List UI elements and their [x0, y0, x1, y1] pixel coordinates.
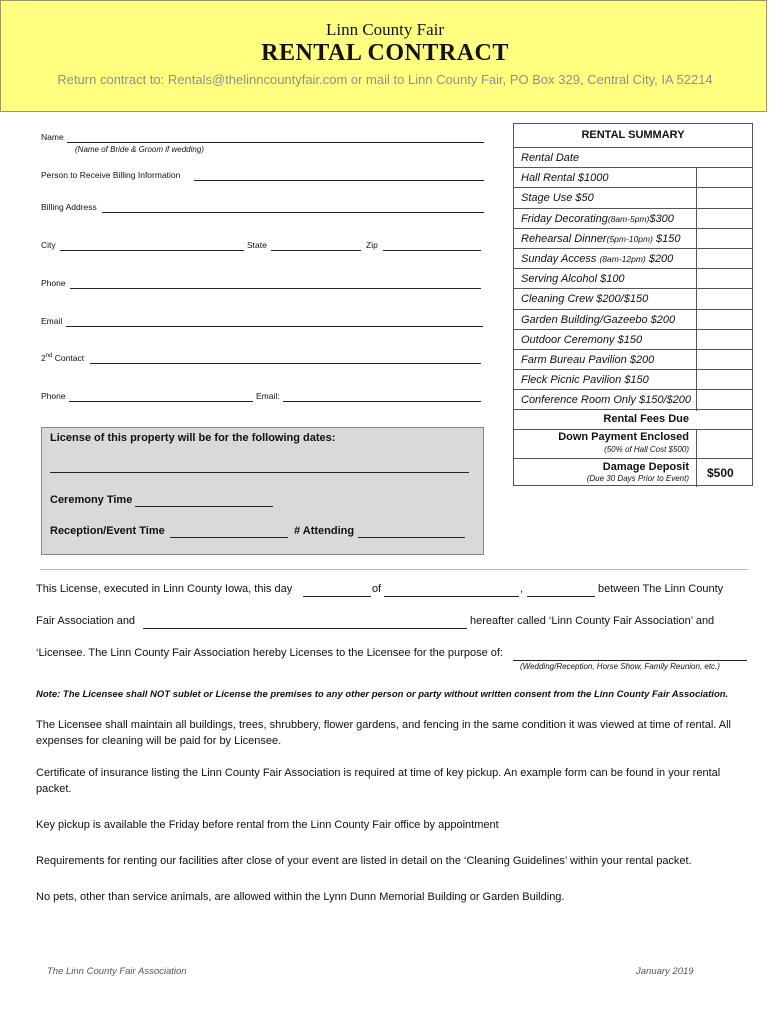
summary-amount-cell[interactable] [696, 310, 752, 330]
fees-due-label: Rental Fees Due [603, 413, 689, 425]
rental-summary-table [513, 123, 753, 486]
damage-deposit-row [514, 458, 752, 486]
summary-item-label: Rental Date [521, 152, 580, 164]
email-field[interactable] [66, 326, 483, 327]
summary-row [514, 309, 752, 329]
ceremony-time-field[interactable] [135, 506, 273, 507]
billing-address-label: Billing Address [41, 202, 97, 212]
contract-line1-b: between The Linn County [598, 583, 724, 595]
summary-amount-cell[interactable] [696, 269, 752, 289]
damage-deposit-label: Damage Deposit [602, 461, 689, 473]
summary-row [514, 389, 752, 409]
summary-amount-cell[interactable] [696, 330, 752, 350]
attending-label: # Attending [294, 525, 355, 537]
name-field[interactable] [67, 142, 484, 143]
footer-organization: The Linn County Fair Association [47, 966, 187, 977]
summary-item-label: Cleaning Crew $200/$150 [521, 293, 649, 306]
summary-row [514, 248, 752, 268]
summary-row [514, 369, 752, 389]
summary-row [514, 187, 752, 207]
summary-amount-cell[interactable] [696, 370, 752, 390]
key-pickup-paragraph: Key pickup is available the Friday before rental from the Linn County Fair office by appointment [36, 819, 499, 831]
summary-item-label: Hall Rental $1000 [521, 172, 609, 185]
city-label: City [41, 240, 56, 250]
summary-item-label: Garden Building/Gazeebo $200 [521, 313, 676, 326]
organization-name: Linn County Fair [325, 20, 445, 39]
sublet-note: Note: The Licensee shall NOT sublet or License the premises to any other person or party without written consent from the Linn County Fair Association. [36, 689, 729, 700]
purpose-field[interactable] [513, 660, 747, 661]
phone2-label: Phone [41, 391, 66, 401]
contract-month-field[interactable] [384, 596, 519, 597]
down-payment-amount-cell[interactable] [696, 430, 752, 459]
phone-field[interactable] [70, 288, 481, 289]
rental-summary-title: RENTAL SUMMARY [581, 129, 685, 141]
summary-item-label: Farm Bureau Pavilion $200 [521, 354, 655, 366]
summary-item-label: Friday Decorating(8am-5pm)$300 [521, 212, 674, 225]
summary-row [514, 228, 752, 248]
damage-deposit-amount-cell [696, 459, 752, 487]
second-contact-field[interactable] [90, 363, 481, 364]
contract-line2-a: Fair Association and [36, 615, 136, 627]
summary-row [514, 329, 752, 349]
pets-paragraph: No pets, other than service animals, are allowed within the Lynn Dunn Memorial Building or Garden Building. [36, 891, 565, 903]
contract-line3: ‘Licensee. The Linn County Fair Association hereby Licenses to the Licensee for the purpose of: [36, 647, 503, 659]
cleaning-requirements-paragraph: Requirements for renting our facilities after close of your event are listed in detail on the ‘Cleaning Guidelines’ within your rental packet. [36, 855, 692, 867]
summary-amount-cell[interactable] [696, 350, 752, 370]
contract-line1-comma: , [520, 583, 524, 595]
billing-person-field[interactable] [194, 180, 484, 181]
down-payment-label: Down Payment Enclosed [558, 431, 689, 443]
license-dates-label: License of this property will be for the following dates: [50, 432, 336, 444]
license-dates-box [41, 427, 484, 555]
maintenance-paragraph: The Licensee shall maintain all buildings, trees, shrubbery, flower gardens, and fencing in the same condition it was viewed at time of rental. All expenses for cleaning will be paid for by Licensee. [36, 719, 732, 747]
contract-line2-b: hereafter called ‘Linn County Fair Association’ and [470, 615, 715, 627]
reception-time-label: Reception/Event Time [50, 525, 165, 537]
return-instructions: Return contract to: Rentals@thelinncountyfair.com or mail to Linn County Fair, PO Box 329, Central City, IA 52214 [57, 72, 713, 87]
summary-item-label: Stage Use $50 [521, 192, 594, 205]
footer-date: January 2019 [636, 966, 694, 977]
contract-year-field[interactable] [527, 596, 595, 597]
fees-due-row [514, 409, 752, 429]
contract-day-field[interactable] [303, 596, 371, 597]
name-hint: (Name of Bride & Groom if wedding) [75, 145, 204, 154]
phone2-field[interactable] [69, 401, 253, 402]
damage-deposit-note: (Due 30 Days Prior to Event) [586, 474, 689, 483]
summary-amount-cell[interactable] [696, 249, 752, 269]
section-divider [40, 569, 748, 570]
summary-row [514, 349, 752, 369]
state-field[interactable] [271, 250, 361, 251]
email-label: Email [41, 316, 63, 326]
summary-row [514, 208, 752, 228]
summary-amount-cell[interactable] [696, 289, 752, 309]
summary-row [514, 288, 752, 308]
state-label: State [247, 240, 267, 250]
attending-field[interactable] [358, 537, 465, 538]
summary-amount-cell[interactable] [696, 209, 752, 229]
summary-item-label: Outdoor Ceremony $150 [521, 333, 643, 346]
summary-row [514, 167, 752, 187]
page-title: RENTAL CONTRACT [261, 40, 509, 66]
license-dates-field[interactable] [50, 472, 469, 473]
phone-label: Phone [41, 278, 66, 288]
ceremony-time-label: Ceremony Time [50, 494, 133, 506]
contract-line1-a: This License, executed in Linn County Iowa, this day [36, 583, 293, 595]
billing-person-label: Person to Receive Billing Information [41, 170, 181, 180]
zip-field[interactable] [383, 250, 481, 251]
summary-amount-cell[interactable] [696, 390, 752, 410]
summary-row [514, 268, 752, 288]
email2-label: Email: [256, 391, 280, 401]
down-payment-note: (50% of Hall Cost $500) [604, 445, 689, 454]
summary-item-label: Sunday Access (8am-12pm) $200 [521, 253, 674, 265]
name-label: Name [41, 132, 64, 142]
summary-row [514, 147, 752, 167]
summary-item-label: Rehearsal Dinner(5pm-10pm) $150 [521, 232, 681, 245]
email2-field[interactable] [283, 401, 481, 402]
zip-label: Zip [366, 240, 378, 250]
summary-amount-cell[interactable] [696, 188, 752, 208]
summary-item-label: Serving Alcohol $100 [521, 273, 625, 286]
summary-amount-cell[interactable] [696, 168, 752, 188]
summary-item-label: Fleck Picnic Pavilion $150 [521, 374, 649, 387]
summary-item-label: Conference Room Only $150/$200 [521, 394, 691, 407]
purpose-hint: (Wedding/Reception, Horse Show, Family Reunion, etc.) [520, 662, 720, 671]
contract-line1-of: of [372, 583, 382, 595]
billing-address-field[interactable] [102, 212, 484, 213]
second-contact-label: 2nd Contact [41, 353, 85, 363]
insurance-paragraph: Certificate of insurance listing the Linn County Fair Association is required at time of key pickup. An example form can be found in your rental packet. [36, 767, 721, 795]
damage-deposit-amount: $500 [707, 466, 734, 480]
down-payment-row [514, 429, 752, 458]
city-field[interactable] [60, 250, 244, 251]
reception-time-field[interactable] [170, 537, 288, 538]
summary-amount-cell[interactable] [696, 229, 752, 249]
licensee-name-field[interactable] [143, 628, 467, 629]
